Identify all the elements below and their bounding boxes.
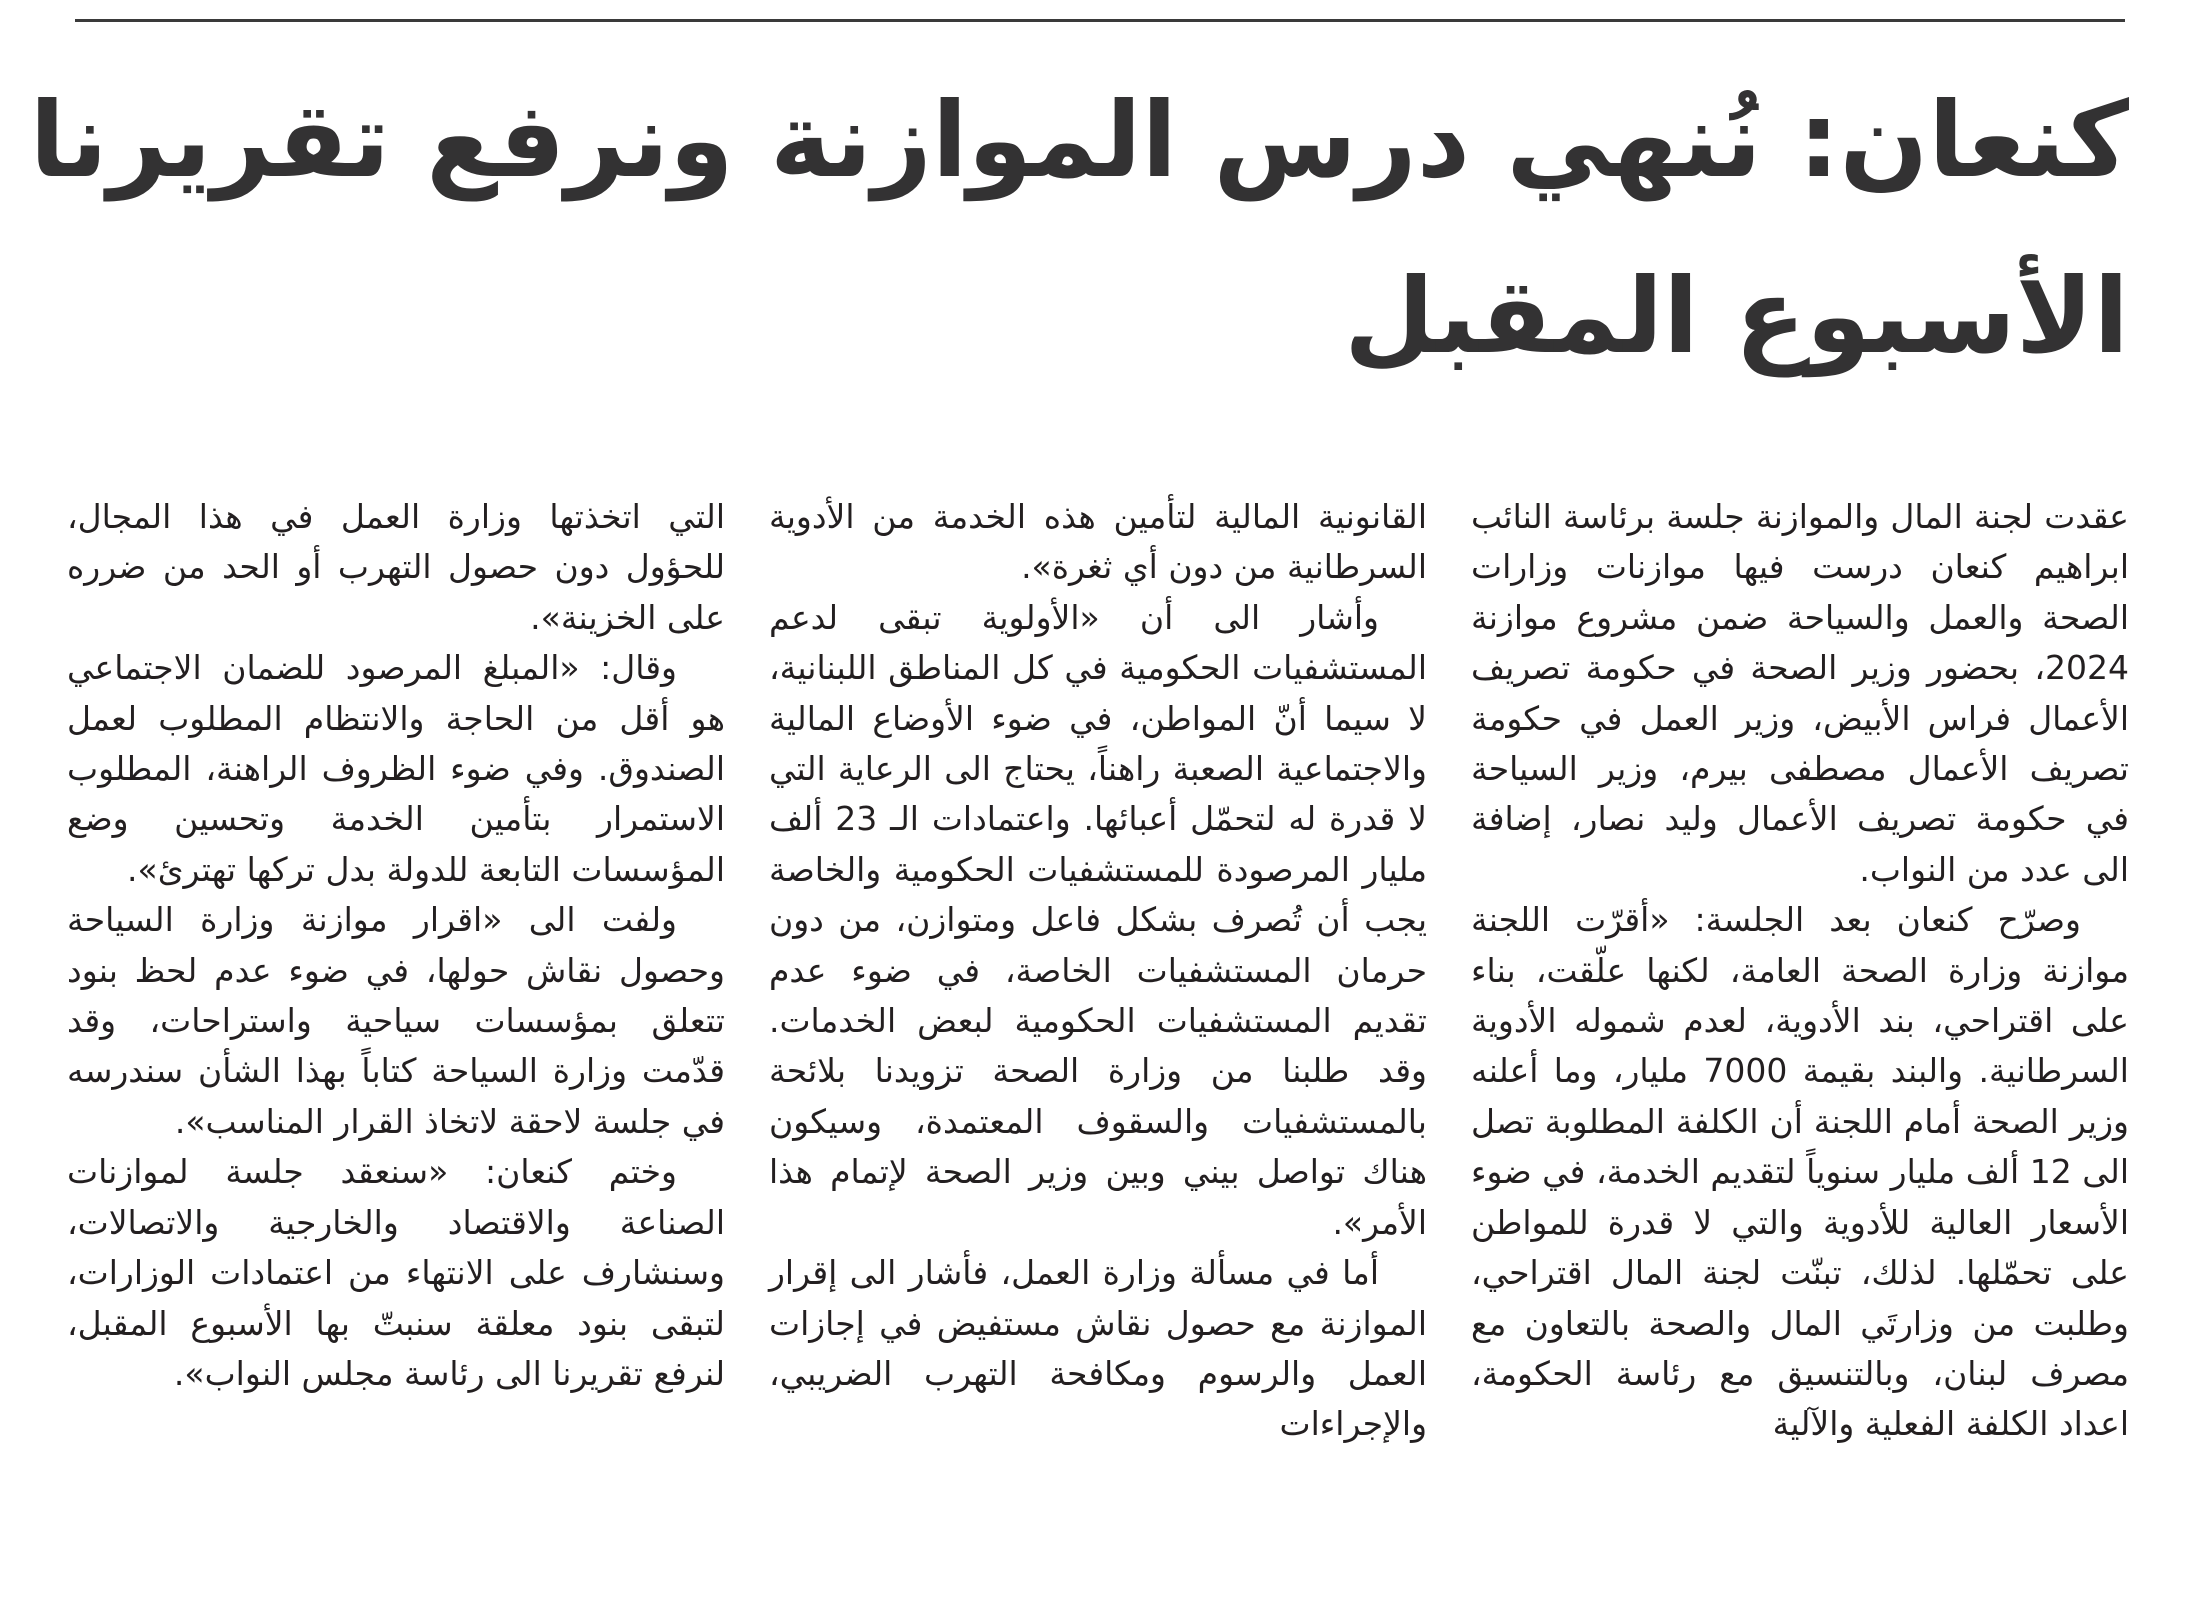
column-third (67, 492, 725, 1399)
top-rule (75, 19, 2125, 22)
column-first (1471, 492, 2129, 1450)
headline-line-1: كنعان: نُنهي درس الموازنة ونرفع تقريرنا (29, 79, 2129, 201)
paragraph: القانونية المالية لتأمين هذه الخدمة من الأدوية السرطانية من دون أي ثغرة». (769, 497, 1427, 587)
article-headline (29, 52, 2129, 404)
paragraph: التي اتخذتها وزارة العمل في هذا المجال، للحؤول دون حصول التهرب أو الحد من ضرره على الخزينة». (67, 497, 725, 637)
paragraph: عقدت لجنة المال والموازنة جلسة برئاسة النائب ابراهيم كنعان درست فيها موازنات وزارات الصحة والعمل والسياحة ضمن مشروع موازنة 2024، بحضور وزير الصحة في حكومة تصريف الأعمال فراس الأبيض، وزير العمل في حكومة تصريف الأعمال مصطفى بيرم، وزير السياحة في حكومة تصريف الأعمال وليد نصار، إضافة الى عدد من النواب. (1471, 497, 2129, 889)
paragraph: وختم كنعان: «سنعقد جلسة لموازنات الصناعة والاقتصاد والخارجية والاتصالات، وسنشارف على الانتهاء من اعتمادات الوزارات، لتبقى بنود معلقة سنبتّ بها الأسبوع المقبل، لنرفع تقريرنا الى رئاسة مجلس النواب». (67, 1152, 725, 1393)
paragraph: أما في مسألة وزارة العمل، فأشار الى إقرار الموازنة مع حصول نقاش مستفيض في إجازات العمل والرسوم ومكافحة التهرب الضريبي، والإجراءات (769, 1253, 1427, 1444)
paragraph: وقال: «المبلغ المرصود للضمان الاجتماعي هو أقل من الحاجة والانتظام المطلوب لعمل الصندوق. وفي ضوء الظروف الراهنة، المطلوب الاستمرار بتأمين الخدمة وتحسين وضع المؤسسات التابعة للدولة بدل تركها تهترئ». (67, 648, 725, 889)
paragraph: وأشار الى أن «الأولوية تبقى لدعم المستشفيات الحكومية في كل المناطق اللبنانية، لا سيما أنّ المواطن، في ضوء الأوضاع المالية والاجتماعية الصعبة راهناً، يحتاج الى الرعاية التي لا قدرة له لتحمّل أعبائها. واعتمادات الـ 23 ألف مليار المرصودة للمستشفيات الحكومية والخاصة يجب أن تُصرف بشكل فاعل ومتوازن، من دون حرمان المستشفيات الخاصة، في ضوء عدم تقديم المستشفيات الحكومية لبعض الخدمات. وقد طلبنا من وزارة الصحة تزويدنا بلائحة بالمستشفيات والسقوف المعتمدة، وسيكون هناك تواصل بيني وبين وزير الصحة لإتمام هذا الأمر». (769, 597, 1427, 1242)
column-second (769, 492, 1427, 1450)
headline-line-2: الأسبوع المقبل (1344, 255, 2129, 377)
paragraph: ولفت الى «اقرار موازنة وزارة السياحة وحصول نقاش حولها، في ضوء عدم لحظ بنود تتعلق بمؤسسات سياحية واستراحات، وقد قدّمت وزارة السياحة كتاباً بهذا الشأن سندرسه في جلسة لاحقة لاتخاذ القرار المناسب». (67, 900, 725, 1141)
article-body (67, 492, 2129, 1602)
paragraph: وصرّح كنعان بعد الجلسة: «أقرّت اللجنة موازنة وزارة الصحة العامة، لكنها علّقت، بناء على اقتراحي، بند الأدوية، لعدم شموله الأدوية السرطانية. والبند بقيمة 7000 مليار، وما أعلنه وزير الصحة أمام اللجنة أن الكلفة المطلوبة تصل الى 12 ألف مليار سنوياً لتقديم الخدمة، في ضوء الأسعار العالية للأدوية والتي لا قدرة للمواطن على تحمّلها. لذلك، تبنّت لجنة المال اقتراحي، وطلبت من وزارتَي المال والصحة بالتعاون مع مصرف لبنان، وبالتنسيق مع رئاسة الحكومة، اعداد الكلفة الفعلية والآلية (1471, 900, 2129, 1444)
